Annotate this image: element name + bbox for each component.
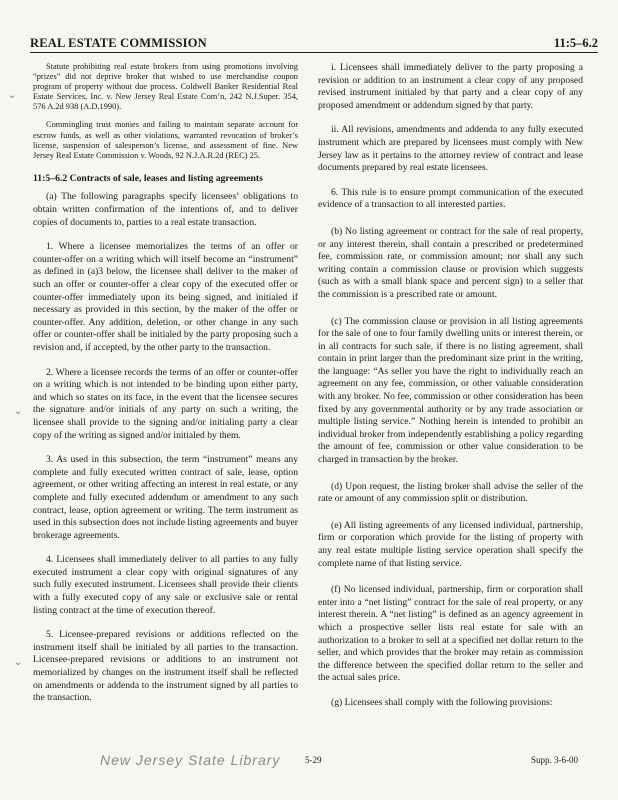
paragraph-d: (d) Upon request, the listing broker shall advise the seller of the rate or amount of any commission split or distribution. xyxy=(318,480,583,505)
header-section-number: 11:5–6.2 xyxy=(553,36,598,50)
paragraph-a: (a) The following paragraphs specify licensees’ obligations to obtain written confirmation of the intentions of, and to deliver copies of documents to, parties to a real estate transaction. xyxy=(33,191,298,228)
annotation-note: Commingling trust monies and failing to maintain separate account for escrow funds, as well as other violations, warranted revocation of broker’s license, suspension of salesperson’s license, and assessment of fine. New Jersey Real Estate Commission v. Woods, 92 N.J.A.R.2d (REC) 25. xyxy=(33,120,298,160)
paragraph-e: (e) All listing agreements of any licensed individual, partnership, firm or corporation which provide for the listing of property with any real estate multiple listing service operation shall specify the complete name of that listing service. xyxy=(318,519,583,569)
left-column xyxy=(33,62,298,705)
right-column xyxy=(318,62,583,710)
paragraph-3: 3. As used in this subsection, the term “instrument” means any complete and fully executed written contract of sale, lease, option agreement, or other writing affecting an interest in real estate, or any complete and fully executed addendum or amendment to any such contract, lease, option agreement or writing. The term instrument as used in this subsection does not include listing agreements and buyer brokerage agreements. xyxy=(33,454,298,541)
paragraph-g: (g) Licensees shall comply with the following provisions: xyxy=(331,696,553,708)
page-number: 5-29 xyxy=(305,755,322,765)
section-title: 11:5–6.2 Contracts of sale, leases and listing agreements xyxy=(33,172,263,184)
paragraph-b: (b) No listing agreement or contract for the sale of real property, or any interest therein, shall contain a prescribed or predetermined fee, commission rate, or commission amount; nor shall any such writing contain a commission clause or provision which suggests (such as with a small blank space and percent sign) to a seller that the commission is a prescribed rate or amount. xyxy=(318,225,583,300)
paragraph-f: (f) No licensed individual, partnership, firm or corporation shall enter into a “net listing” contract for the sale of real property, or any interest therein. A “net listing” is defined as an agency agreement in which a prospective seller lists real estate for sale with an authorization to a broker to sell at a specified net dollar return to the seller, and which provides that the broker may retain as commission the difference between the specified dollar return to the seller and the actual sales price. xyxy=(318,584,583,684)
paragraph-i: i. Licensees shall immediately deliver to the party proposing a revision or addition to an instrument a clear copy of any proposed revised instrument initialed by that party and a clear copy of any proposed amendment or addendum signed by that party. xyxy=(318,62,583,111)
annotation-note: Statute prohibiting real estate brokers from using promotions involving “prizes” did not deprive broker that wished to use merchandise coupon program of property without due process. Coldwell Banker Residential Real Estate Services, Inc. v. New Jersey Real Estate Com’n, 242 N.J.Super. 354, 576 A.2d 938 (A.D.1990). xyxy=(33,62,298,112)
margin-checkmark-icon: ⌄ xyxy=(14,406,23,417)
paragraph-2: 2. Where a licensee records the terms of an offer or counter-offer on a writing which is not intended to be binding upon either party, and which so states on its face, in the event that the licensee secures the signature and/or initials of any party on such a writing, the licensee shall provide to the signing and/or initialing party a clear copy of the writing as signed and/or initialed by them. xyxy=(33,366,298,441)
page-header xyxy=(30,34,598,53)
library-watermark: New Jersey State Library xyxy=(100,752,281,768)
header-title: REAL ESTATE COMMISSION xyxy=(30,36,207,50)
paragraph-6: 6. This rule is to ensure prompt communication of the executed evidence of a transaction to all interested parties. xyxy=(318,186,583,211)
margin-checkmark-icon: ⌄ xyxy=(14,657,23,668)
paragraph-1: 1. Where a licensee memorializes the terms of an offer or counter-offer on a writing which will itself become an “instrument” as defined in (a)3 below, the licensee shall deliver to the maker of such an offer or counter-offer a clear copy of the executed offer or counter-offer immediately upon its being signed, and initialed if necessary as provided in this section, by the maker of the offer or counter-offer. Any addition, deletion, or other change in any such offer or counter-offer shall be initialed by the party proposing such a revision and, if accepted, by the other party to the transaction. xyxy=(33,241,298,353)
paragraph-c: (c) The commission clause or provision in all listing agreements for the sale of one to four family dwelling units or interest therein, or in all contracts for such sale, if there is no listing agreement, shall contain in print larger than the predominant size print in the writing, the language: “As seller you have the right to individually reach an agreement on any fee, commission, or other valuable consideration with any broker. No fee, commission or other consideration has been fixed by any governmental authority or by any trade association or multiple listing service.” Nothing herein is intended to prohibit an individual broker from independently establishing a policy regarding the amount of fee, commission or other value consideration to be charged in transaction by the broker. xyxy=(318,315,583,466)
paragraph-5: 5. Licensee-prepared revisions or additions reflected on the instrument itself shall be initialed by all parties to the transaction. Licensee-prepared revisions or additions to an instrument not memorialized by changes on the instrument itself shall be reflected on amendments or addenda to the instrument signed by all parties to the transaction. xyxy=(33,629,298,704)
margin-checkmark-icon: ⌄ xyxy=(8,90,17,101)
supplement-date: Supp. 3-6-00 xyxy=(531,755,578,765)
paragraph-4: 4. Licensees shall immediately deliver to all parties to any fully executed instrument a clear copy with original signatures of any such fully executed instrument. Licensees shall provide their clients with a fully executed copy of any sale or exclusive sale or rental listing contract at the time of execution thereof. xyxy=(33,554,298,616)
paragraph-ii: ii. All revisions, amendments and addenda to any fully executed instrument which are prepared by licensees must comply with New Jersey law as it pertains to the attorney review of contract and lease documents prepared by real estate licensees. xyxy=(318,124,583,174)
